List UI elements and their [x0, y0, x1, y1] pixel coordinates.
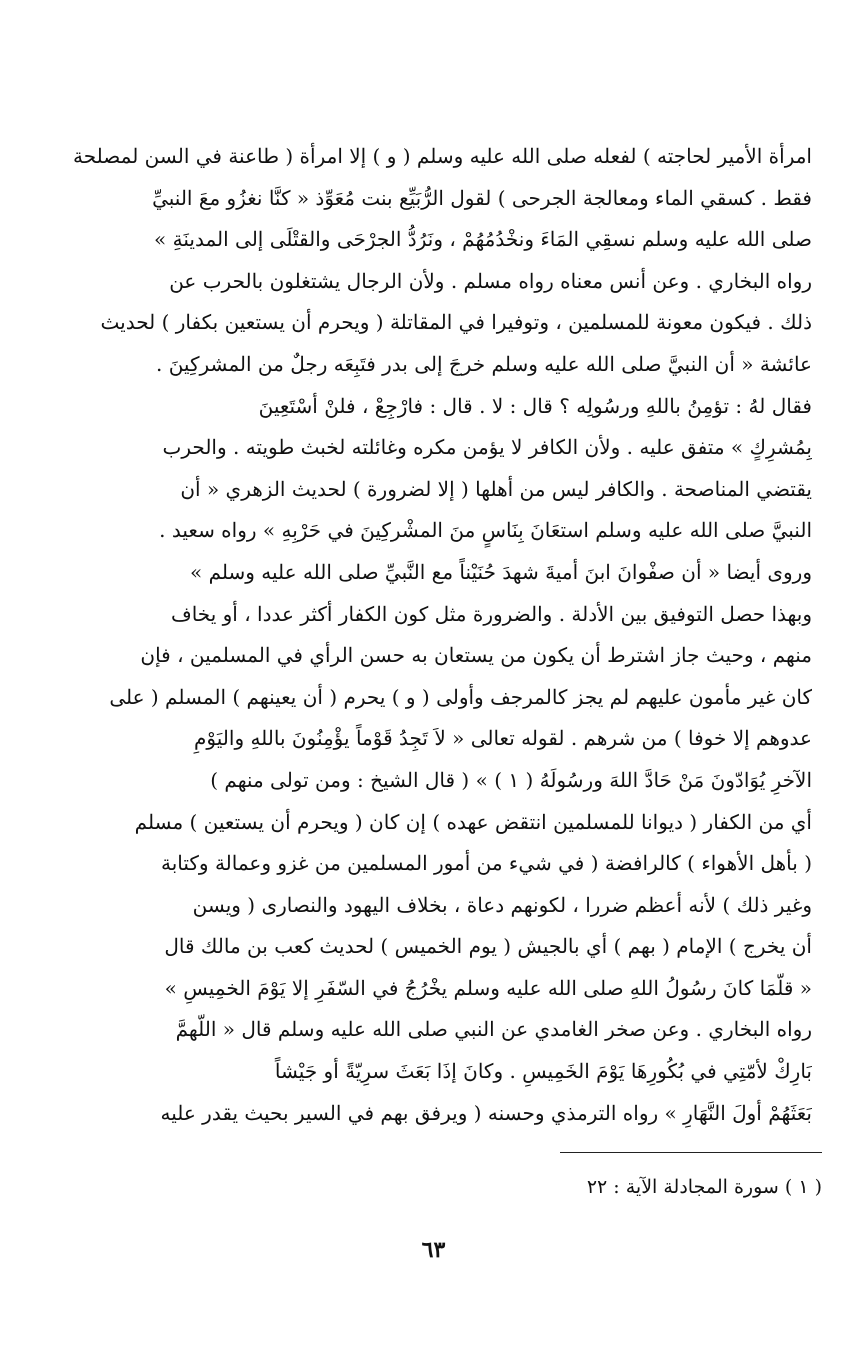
page-number: ٦٣ — [421, 1237, 446, 1263]
text-line: ( بأهل الأهواء ) كالرافضة ( في شيء من أمور المسلمين من غزو وعمالة وكتابة — [160, 851, 812, 876]
text-line: فقط . كسقي الماء ومعالجة الجرحى ) لقول الرُّبَيِّع بنت مُعَوِّذ « كنَّا نغزُو معَ النبيِّ — [152, 185, 812, 210]
text-line: وروى أيضا « أن صفْوانَ ابنَ أميةَ شهدَ حُنَيْناً مع النَّبيِّ صلى الله عليه وسلم » — [189, 559, 812, 584]
text-line: وغير ذلك ) لأنه أعظم ضررا ، لكونهم دعاة ، بخلاف اليهود والنصارى ( ويسن — [192, 892, 812, 917]
text-line: النبيَّ صلى الله عليه وسلم استعَانَ بِنَاسٍ منَ المشْركِينَ في حَرْبِهِ » رواه سعيد . — [159, 518, 812, 543]
text-line: وبهذا حصل التوفيق بين الأدلة . والضرورة مثل كون الكفار أكثر عددا ، أو يخاف — [170, 601, 812, 626]
footnote-divider — [560, 1152, 822, 1153]
text-line: امرأة الأمير لحاجته ) لفعله صلى الله عليه وسلم ( و ) إلا امرأة ( طاعنة في السن لمصلحة — [73, 144, 812, 168]
text-line: بِمُشرِكٍ » متفق عليه . ولأن الكافر لا يؤمن مكره وغائلته لخبث طويته . والحرب — [162, 435, 812, 460]
text-line: بَارِكْ لأمّتِي في بُكُورِهَا يَوْمَ الخَمِيسِ . وكانَ إذَا بَعَثَ سرِيّةً أو جَيْشاً — [274, 1059, 812, 1084]
text-line: يقتضي المناصحة . والكافر ليس من أهلها ( إلا لضرورة ) لحديث الزهري « أن — [180, 476, 812, 501]
text-line: منهم ، وحيث جاز اشترط أن يكون من يستعان به حسن الرأي في المسلمين ، فإن — [140, 643, 812, 668]
text-line: رواه البخاري . وعن صخر الغامدي عن النبي صلى الله عليه وسلم قال « اللّهمَّ — [175, 1017, 812, 1042]
text-line: « قلّمَا كانَ رسُولُ اللهِ صلى الله عليه وسلم يخْرُجُ في السّفَرِ إلا يَوْمَ الخمِيسِ » — [164, 975, 812, 1000]
body-text — [64, 136, 812, 1134]
text-line: كان غير مأمون عليهم لم يجز كالمرجف وأولى ( و ) يحرم ( أن يعينهم ) المسلم ( على — [109, 684, 812, 709]
text-line: عدوهم إلا خوفا ) من شرهم . لقوله تعالى « لاَ تَجِدُ قَوْماً يؤْمِنُونَ باللهِ واليَوْمِ — [194, 726, 812, 751]
text-line: صلى الله عليه وسلم نسقِي المَاءَ ونخْدُمُهُمْ ، ونَرُدُّ الجرْحَى والقتْلَى إلى المدينَةِ » — [154, 227, 812, 252]
text-line: أي من الكفار ( ديوانا للمسلمين انتقض عهده ) إن كان ( ويحرم أن يستعين ) مسلم — [134, 809, 812, 834]
footnote: ( ١ ) سورة المجادلة الآية : ٢٢ — [586, 1176, 822, 1198]
text-line: أن يخرج ) الإمام ( بهم ) أي بالجيش ( يوم الخميس ) لحديث كعب بن مالك قال — [164, 934, 812, 959]
text-line: بَعَثَهُمْ أولَ النَّهَارِ » رواه الترمذي وحسنه ( ويرفق بهم في السير بحيث يقدر عليه — [160, 1100, 812, 1125]
text-line: ذلك . فيكون معونة للمسلمين ، وتوفيرا في المقاتلة ( ويحرم أن يستعين بكفار ) لحديث — [100, 310, 812, 335]
text-line: الآخرِ يُوَادّونَ مَنْ حَادَّ اللهَ ورسُولَهُ ( ١ ) » ( قال الشيخ : ومن تولى منهم ) — [210, 767, 812, 792]
text-line: عائشة « أن النبيَّ صلى الله عليه وسلم خرجَ إلى بدر فتَبِعَه رجلٌ من المشركِينَ . — [155, 351, 812, 376]
text-line: رواه البخاري . وعن أنس معناه رواه مسلم . ولأن الرجال يشتغلون بالحرب عن — [169, 268, 812, 293]
text-line: فقال لهُ : تؤمِنُ باللهِ ورسُولِه ؟ قال : لا . قال : فارْجِعْ ، فلنْ أسْتَعِينَ — [258, 393, 812, 418]
